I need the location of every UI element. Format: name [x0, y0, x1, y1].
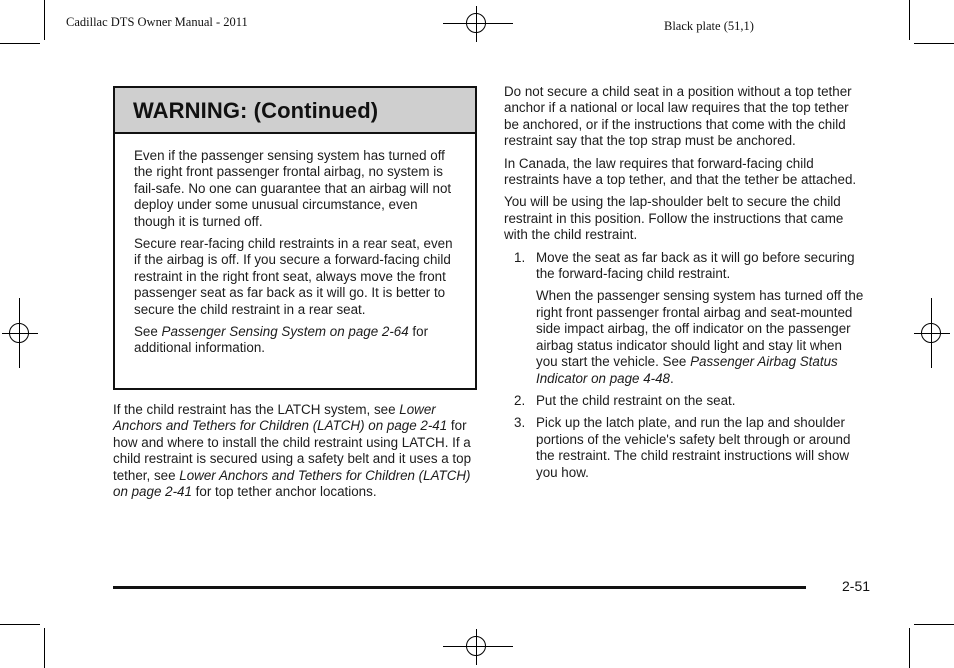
registration-line: [19, 298, 20, 368]
warning-title: WARNING: (Continued): [115, 88, 475, 134]
crop-mark: [914, 624, 954, 625]
warning-paragraph: Secure rear-facing child restraints in a rear seat, even if the airbag is off. If you secure a forward-facing child restraint in the right front seat, always move the front passenger seat as far back as it will go. It is better to secure the child restraint in a rear seat.: [134, 236, 453, 317]
footer-rule: [113, 586, 806, 589]
step-text: Pick up the latch plate, and run the lap and shoulder portions of the vehicle's safety belt through or around the restraint. The child restraint instructions will show you how.: [536, 415, 851, 480]
registration-mark-icon: [459, 629, 495, 665]
body-paragraph: You will be using the lap-shoulder belt to secure the child restraint in this position. Follow the instructions that came with the child restraint.: [504, 194, 844, 243]
page-number: 2-51: [842, 578, 871, 594]
registration-line: [931, 298, 932, 368]
step-number: 3.: [514, 415, 526, 431]
registration-mark-icon: [459, 6, 495, 42]
warning-body: [115, 134, 475, 357]
warning-box: [113, 86, 477, 390]
list-item: [504, 393, 864, 409]
step-number: 2.: [514, 392, 526, 408]
right-column: [504, 84, 864, 487]
warning-paragraph: Even if the passenger sensing system has turned off the right front passenger frontal airbag, no system is fail-safe. No one can guarantee that an airbag will not deploy under some unusual circumstance, even though it is turned off.: [134, 148, 452, 229]
registration-mark-icon: [914, 316, 950, 352]
body-paragraph: Do not secure a child seat in a position without a top tether anchor if a national or local law requires that the top tether be anchored, or if the instructions that come with the child restraint say that the top strap must be anchored.: [504, 84, 852, 149]
list-item: [504, 250, 864, 387]
step-text: Put the child restraint on the seat.: [536, 392, 736, 408]
body-paragraph: In Canada, the law requires that forward-facing child restraints have a top tether, and that the tether be attached.: [504, 155, 857, 188]
cross-reference-link[interactable]: Lower Anchors and Tethers for Children (LATCH) on page 2-41: [113, 467, 471, 500]
warning-paragraph: See Passenger Sensing System on page 2-64 for additional information.: [134, 324, 429, 356]
cross-reference-link[interactable]: Passenger Sensing System on page 2-64: [161, 324, 409, 340]
step-text: Move the seat as far back as it will go before securing the forward-facing child restraint.: [536, 249, 855, 282]
list-item: [504, 415, 864, 481]
left-column: [113, 402, 473, 506]
manual-title: Cadillac DTS Owner Manual - 2011: [66, 15, 248, 29]
cross-reference-link[interactable]: Passenger Airbag Status Indicator on page 4-48: [536, 354, 838, 386]
step-number: 1.: [514, 249, 526, 265]
crop-mark: [909, 628, 910, 668]
registration-line: [443, 23, 513, 24]
crop-mark: [0, 43, 40, 44]
registration-line: [443, 646, 513, 647]
cross-reference-link[interactable]: Lower Anchors and Tethers for Children (LATCH) on page 2-41: [113, 402, 448, 434]
latch-paragraph: If the child restraint has the LATCH system, see Lower Anchors and Tethers for Children (LATCH) on page 2-41 for how and where to install the child restraint using LATCH. If a child restraint is secured using a safety belt and it uses a top tether, see Lower Anchors and Tethers for Children (LATCH) on page 2-41 for top tether anchor locations.: [113, 402, 472, 500]
crop-mark: [914, 43, 954, 44]
crop-mark: [44, 0, 45, 40]
plate-label: Black plate (51,1): [664, 19, 754, 33]
crop-mark: [0, 624, 40, 625]
crop-mark: [44, 628, 45, 668]
step-subtext: When the passenger sensing system has turned off the right front passenger frontal airbag and seat-mounted side impact airbag, the off indicator on the passenger airbag status indicator should light and stay lit when you start the vehicle. See Passenger Airbag Status Indicator on page 4-48.: [536, 288, 864, 386]
registration-mark-icon: [2, 316, 38, 352]
crop-mark: [909, 0, 910, 40]
